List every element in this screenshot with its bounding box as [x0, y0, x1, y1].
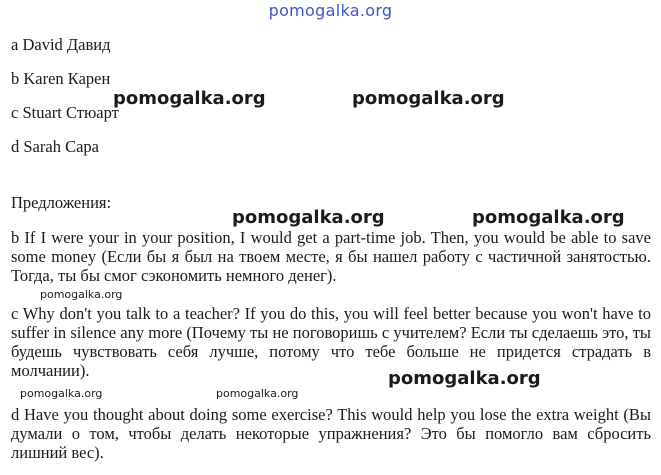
watermark: pomogalka.org [388, 368, 541, 389]
name-item-stuart: c Stuart Стюарт [11, 103, 119, 122]
name-item-karen: b Karen Карен [11, 69, 111, 88]
header-watermark: pomogalka.org [268, 1, 393, 20]
watermark: pomogalka.org [216, 387, 299, 400]
watermark: pomogalka.org [352, 88, 505, 109]
watermark: pomogalka.org [113, 88, 266, 109]
watermark: pomogalka.org [20, 387, 103, 400]
name-item-david: a David Давид [11, 35, 111, 54]
name-item-sarah: d Sarah Сара [11, 137, 99, 156]
sentence-b: b If I were your in your position, I would get a part-time job. Then, you would be able to save some money (Если бы я был на твоем месте, я бы нашел работу с частичной занятостью. Тогда, ты бы смог сэкономить немного денег). [11, 228, 651, 285]
section-heading: Предложения: [11, 193, 112, 212]
sentence-d: d Have you thought about doing some exercise? This would help you lose the extra weight (Вы думали о том, чтобы делать некоторые упражнения? Это бы помогло вам сбросить лишний вес). [11, 405, 651, 462]
watermark: pomogalka.org [472, 207, 625, 228]
watermark: pomogalka.org [232, 207, 385, 228]
sentence-c: c Why don't you talk to a teacher? If you do this, you will feel better because you won't have to suffer in silence any more (Почему ты не поговоришь с учителем? Если ты сделаешь это, ты будешь чувствовать себя лучше, потому что тебе больше не придется страдать в молчании). [11, 304, 651, 380]
watermark: pomogalka.org [40, 288, 123, 301]
